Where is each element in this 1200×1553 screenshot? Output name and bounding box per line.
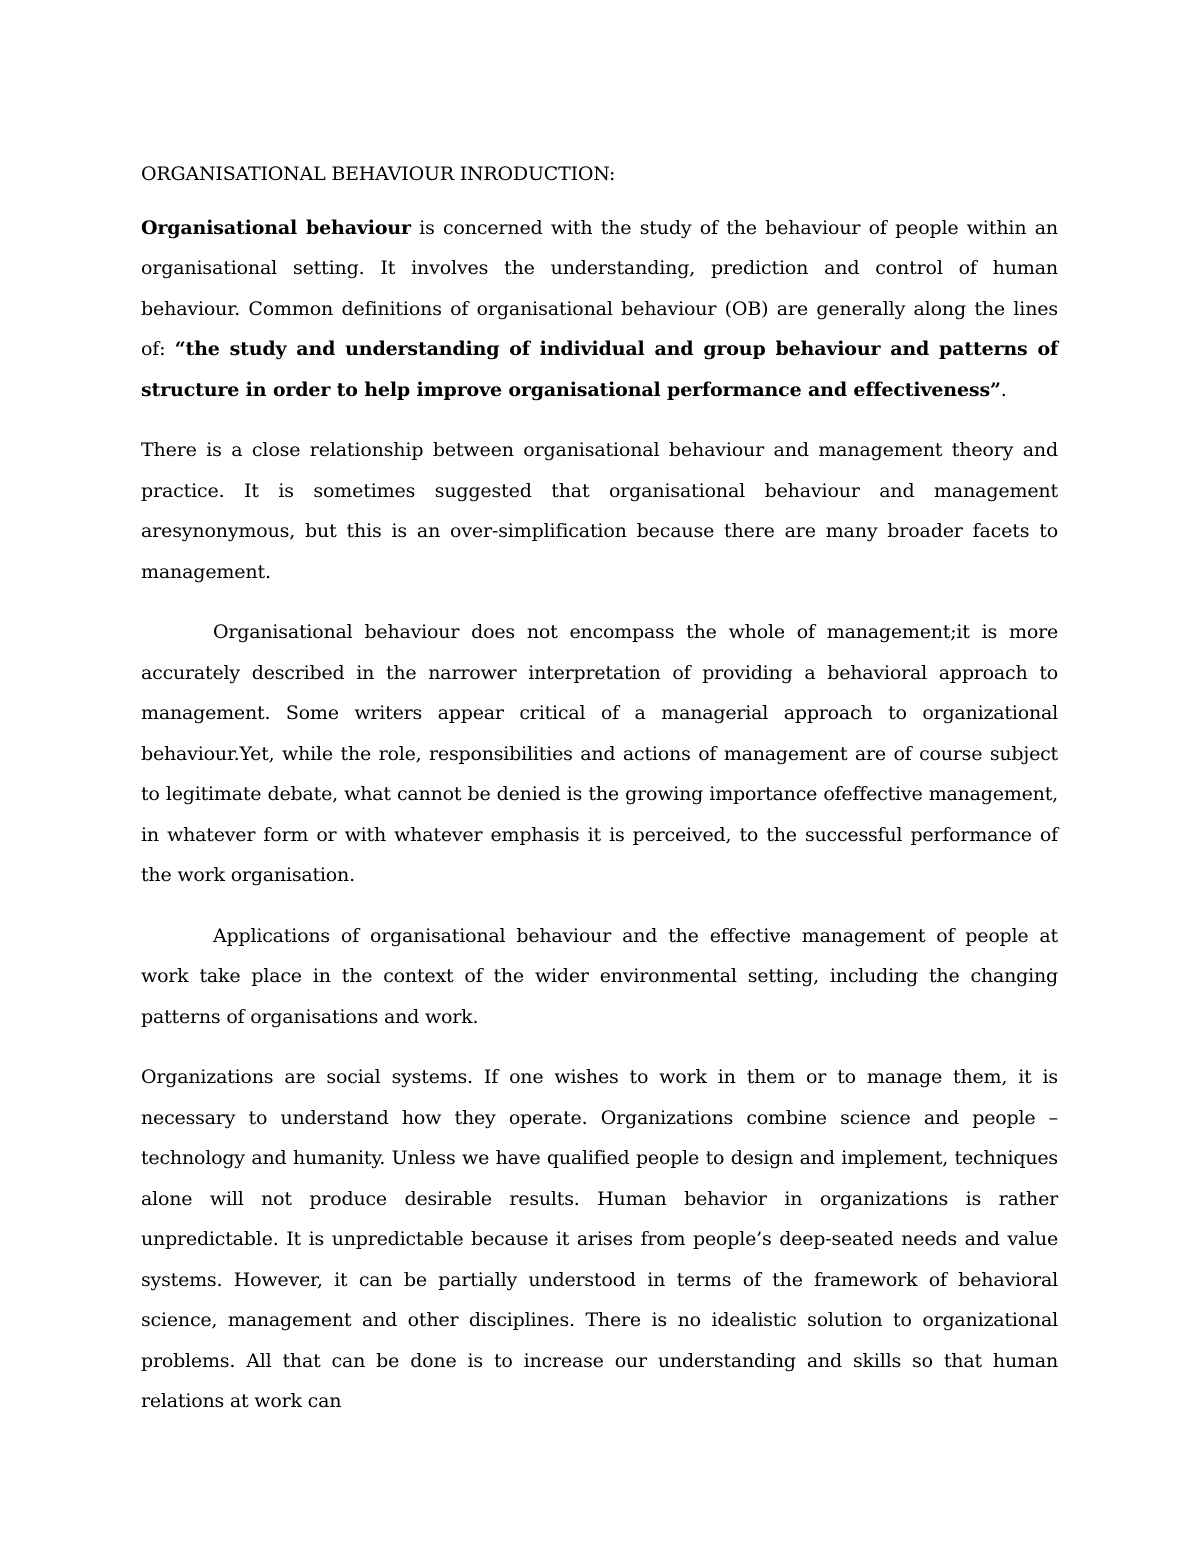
- document-body: [141, 154, 1058, 1422]
- paragraph-text: is concerned with the study of the behaviour of people within an organisational setting. It involves the understanding, prediction and control of human behaviour. Common definitions of organisational behaviour (OB) are generally along the lines of:: [141, 216, 1058, 360]
- paragraph-scope: Organisational behaviour does not encompass the whole of management;it is more accurately described in the narrower interpretation of providing a behavioral approach to management. Some writers appear critical of a managerial approach to organizational behaviour.Yet, while the role, responsibilities and actions of management are of course subject to legitimate debate, what cannot be denied is the growing importance ofeffective management, in whatever form or with whatever emphasis it is perceived, to the successful performance of the work organisation.: [141, 621, 1058, 886]
- defined-term: Organisational behaviour: [141, 216, 411, 239]
- definition-quote: “the study and understanding of individual and group behaviour and patterns of structure in order to help improve organisational performance and effectiveness”: [141, 338, 1059, 401]
- paragraph-social-systems: Organizations are social systems. If one wishes to work in them or to manage them, it is necessary to understand how they operate. Organizations combine science and people – technology and humanity. Unless we have qualified people to design and implement, techniques alone will not produce desirable results. Human behavior in organizations is rather unpredictable. It is unpredictable because it arises from people’s deep-seated needs and value systems. However, it can be partially understood in terms of the framework of behavioral science, management and other disciplines. There is no idealistic solution to organizational problems. All that can be done is to increase our understanding and skills so that human relations at work can: [141, 1066, 1058, 1412]
- paragraph-applications: Applications of organisational behaviour and the effective management of people at work take place in the context of the wider environmental setting, including the changing patterns of organisations and work.: [141, 924, 1058, 1028]
- paragraph-definition: [141, 208, 1058, 411]
- paragraph-relationship: There is a close relationship between organisational behaviour and management theory and practice. It is sometimes suggested that organisational behaviour and management aresynonymous, but this is an over-simplification because there are many broader facets to management.: [141, 439, 1058, 583]
- paragraph-text: .: [1000, 378, 1007, 401]
- document-heading: ORGANISATIONAL BEHAVIOUR INRODUCTION:: [141, 163, 616, 185]
